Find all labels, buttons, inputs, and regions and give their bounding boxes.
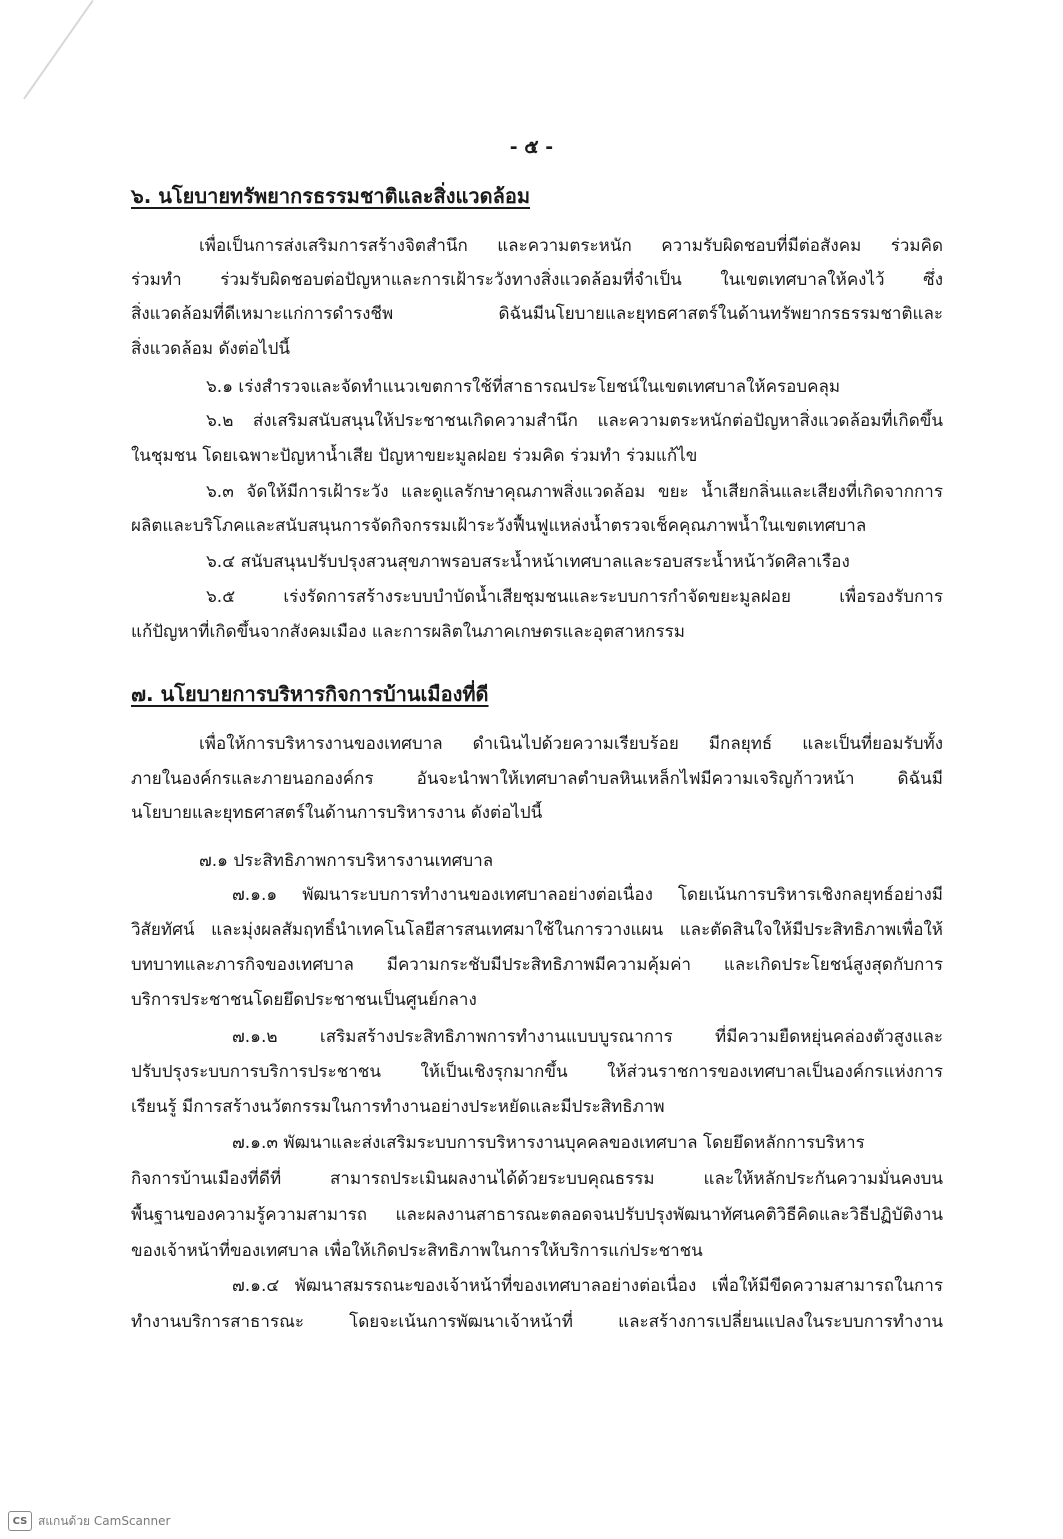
camscanner-icon: CS — [8, 1511, 32, 1531]
item-7-1-3-cont: พื้นฐานของความรู้ความสามารถ และผลงานสาธารณะตลอดจนปรับปรุงพัฒนาทัศนคติวิธีคิดและวิธีปฏิบัติงาน — [131, 1205, 943, 1225]
section-6-heading: ๖. นโยบายทรัพยากรธรรมชาติและสิ่งแวดล้อม — [131, 184, 531, 208]
item-7-1-2-cont: ปรับปรุงระบบการบริการประชาชน ให้เป็นเชิงรุกมากขึ้น ให้ส่วนราชการของเทศบาลเป็นองค์กรแห่งการ — [131, 1062, 943, 1082]
section-7-heading: ๗. นโยบายการบริหารกิจการบ้านเมืองที่ดี — [131, 682, 489, 706]
section-6-paragraph-line: เพื่อเป็นการส่งเสริมการสร้างจิตสำนึก และความตระหนัก ความรับผิดชอบที่มีต่อสังคม ร่วมคิด — [199, 236, 943, 256]
item-7-1-4: ๗.๑.๔ พัฒนาสมรรถนะของเจ้าหน้าที่ของเทศบาลอย่างต่อเนื่อง เพื่อให้มีขีดความสามารถในการ — [232, 1276, 943, 1296]
page-number: - ๕ - — [509, 136, 554, 158]
item-7-1-3-cont: ของเจ้าหน้าที่ของเทศบาล เพื่อให้เกิดประสิทธิภาพในการให้บริการแก่ประชาชน — [131, 1241, 703, 1261]
section-7-paragraph-line: ภายในองค์กรและภายนอกองค์กร อันจะนำพาให้เทศบาลตำบลหินเหล็กไฟมีความเจริญก้าวหน้า ดิฉันมี — [131, 769, 943, 789]
section-6-paragraph-line: สิ่งแวดล้อมที่ดีเหมาะแก่การดำรงชีพ ดิฉันมีนโยบายและยุทธศาสตร์ในด้านทรัพยากรธรรมชาติและ — [131, 304, 943, 324]
scan-artifact-line — [23, 0, 93, 99]
item-7-1-1: ๗.๑.๑ พัฒนาระบบการทำงานของเทศบาลอย่างต่อเนื่อง โดยเน้นการบริหารเชิงกลยุทธ์อย่างมี — [232, 885, 943, 905]
item-7-1-3: ๗.๑.๓ พัฒนาและส่งเสริมระบบการบริหารงานบุคคลของเทศบาล โดยยึดหลักการบริหาร — [232, 1133, 865, 1153]
item-7-1-2-cont: เรียนรู้ มีการสร้างนวัตกรรมในการทำงานอย่างประหยัดและมีประสิทธิภาพ — [131, 1097, 665, 1117]
item-7-1-1-cont: บทบาทและภารกิจของเทศบาล มีความกระชับมีประสิทธิภาพมีความคุ้มค่า และเกิดประโยชน์สูงสุดกับการ — [131, 955, 943, 975]
item-7-1-1-cont: บริการประชาชนโดยยึดประชาชนเป็นศูนย์กลาง — [131, 990, 477, 1010]
section-7-paragraph-line: เพื่อให้การบริหารงานของเทศบาล ดำเนินไปด้วยความเรียบร้อย มีกลยุทธ์ และเป็นที่ยอมรับทั้ง — [199, 734, 943, 754]
item-6-1: ๖.๑ เร่งสำรวจและจัดทำแนวเขตการใช้ที่สาธารณประโยชน์ในเขตเทศบาลให้ครอบคลุม — [206, 377, 841, 397]
item-6-2-cont: ในชุมชน โดยเฉพาะปัญหาน้ำเสีย ปัญหาขยะมูลฝอย ร่วมคิด ร่วมทำ ร่วมแก้ไข — [131, 446, 698, 466]
item-6-4: ๖.๔ สนับสนุนปรับปรุงสวนสุขภาพรอบสระน้ำหน้าเทศบาลและรอบสระน้ำหน้าวัดศิลาเรือง — [206, 552, 850, 572]
item-7-1-3-cont: กิจการบ้านเมืองที่ดีที่ สามารถประเมินผลงานได้ด้วยระบบคุณธรรม และให้หลักประกันความมั่นคงบน — [131, 1169, 943, 1189]
camscanner-text: สแกนด้วย CamScanner — [38, 1513, 171, 1528]
item-7-1-4-cont: ทำงานบริการสาธารณะ โดยจะเน้นการพัฒนาเจ้าหน้าที่ และสร้างการเปลี่ยนแปลงในระบบการทำงาน — [131, 1312, 943, 1332]
item-6-5-cont: แก้ปัญหาที่เกิดขึ้นจากสังคมเมือง และการผลิตในภาคเกษตรและอุตสาหกรรม — [131, 622, 685, 642]
section-7-paragraph-line: นโยบายและยุทธศาสตร์ในด้านการบริหารงาน ดังต่อไปนี้ — [131, 803, 543, 823]
item-6-2: ๖.๒ ส่งเสริมสนับสนุนให้ประชาชนเกิดความสำนึก และความตระหนักต่อปัญหาสิ่งแวดล้อมที่เกิดขึ้น — [206, 411, 943, 431]
item-7-1-2: ๗.๑.๒ เสริมสร้างประสิทธิภาพการทำงานแบบบูรณาการ ที่มีความยืดหยุ่นคล่องตัวสูงและ — [232, 1027, 943, 1047]
item-6-3: ๖.๓ จัดให้มีการเฝ้าระวัง และดูแลรักษาคุณภาพสิ่งแวดล้อม ขยะ น้ำเสียกลิ่นและเสียงที่เกิดจากการ — [206, 482, 943, 502]
section-6-paragraph-line: สิ่งแวดล้อม ดังต่อไปนี้ — [131, 339, 291, 359]
item-6-5: ๖.๕ เร่งรัดการสร้างระบบบำบัดน้ำเสียชุมชนและระบบการกำจัดขยะมูลฝอย เพื่อรองรับการ — [206, 587, 943, 607]
section-6-paragraph-line: ร่วมทำ ร่วมรับผิดชอบต่อปัญหาและการเฝ้าระวังทางสิ่งแวดล้อมที่จำเป็น ในเขตเทศบาลให้คงไว้ ซึ่ง — [131, 270, 943, 290]
item-7-1-1-cont: วิสัยทัศน์ และมุ่งผลสัมฤทธิ์นำเทคโนโลยีสารสนเทศมาใช้ในการวางแผน และตัดสินใจให้มีประสิทธิภาพเพื่อให้ — [131, 920, 943, 940]
camscanner-watermark — [8, 1510, 170, 1532]
item-7-1: ๗.๑ ประสิทธิภาพการบริหารงานเทศบาล — [199, 851, 494, 871]
item-6-3-cont: ผลิตและบริโภคและสนับสนุนการจัดกิจกรรมเฝ้าระวังฟื้นฟูแหล่งน้ำตรวจเช็คคุณภาพน้ำในเขตเทศบาล — [131, 516, 867, 536]
